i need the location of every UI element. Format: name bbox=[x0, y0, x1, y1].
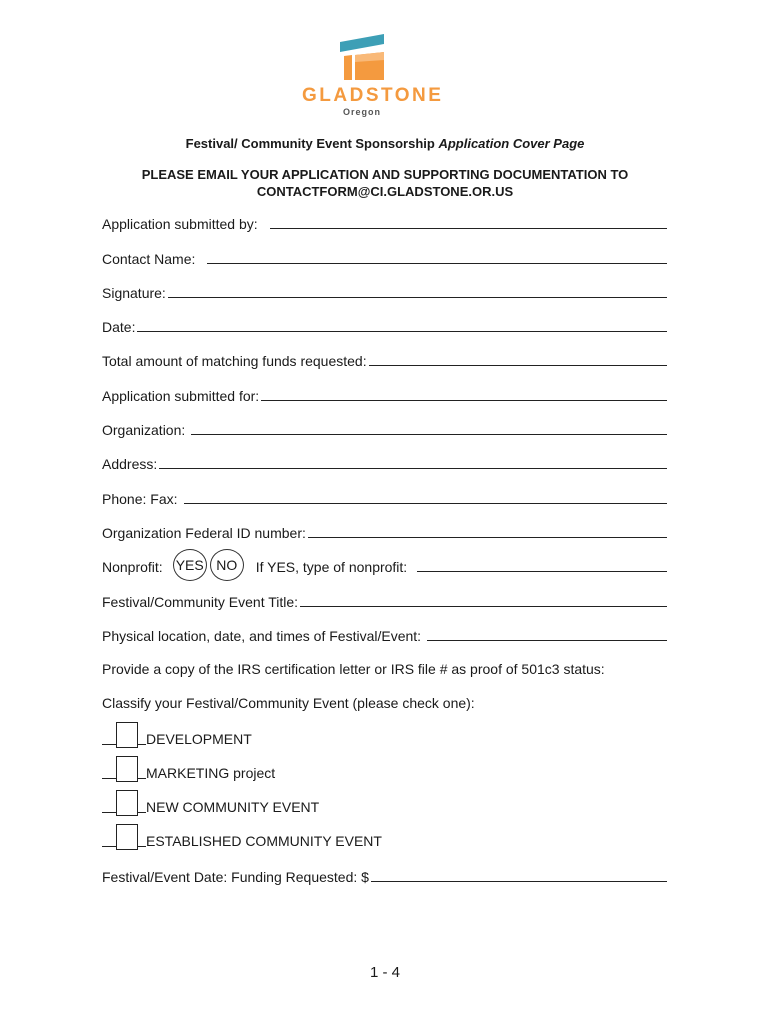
address-input[interactable] bbox=[159, 468, 667, 469]
checkbox[interactable] bbox=[116, 790, 138, 816]
date-input[interactable] bbox=[137, 331, 667, 332]
underline bbox=[102, 812, 116, 813]
phone-fax-input[interactable] bbox=[184, 503, 668, 504]
category-new-event[interactable] bbox=[102, 790, 319, 816]
yes-option[interactable]: YES bbox=[173, 549, 207, 581]
field-event-title bbox=[102, 590, 667, 610]
field-label: Physical location, date, and times of Festival/Event: bbox=[102, 628, 422, 644]
underline bbox=[102, 744, 116, 745]
field-phone-fax bbox=[102, 487, 667, 507]
field-label: Signature: bbox=[102, 285, 166, 301]
submitted-by-input[interactable] bbox=[270, 228, 667, 229]
field-label: Application submitted by: bbox=[102, 216, 258, 232]
field-label: Festival/Community Event Title: bbox=[102, 594, 299, 610]
field-label: Date: bbox=[102, 319, 136, 335]
field-submitted-for bbox=[102, 384, 667, 404]
classify-heading: Classify your Festival/Community Event (please check one): bbox=[102, 695, 475, 711]
underline bbox=[138, 744, 146, 745]
category-label: DEVELOPMENT bbox=[146, 731, 252, 747]
field-federal-id bbox=[102, 521, 667, 541]
event-title-input[interactable] bbox=[300, 606, 667, 607]
field-label: Organization Federal ID number: bbox=[102, 525, 306, 541]
nonprofit-type-input[interactable] bbox=[417, 571, 667, 572]
matching-funds-input[interactable] bbox=[369, 365, 667, 366]
field-location bbox=[102, 624, 667, 644]
irs-note: Provide a copy of the IRS certification letter or IRS file # as proof of 501c3 status: bbox=[102, 661, 605, 677]
contact-name-input[interactable] bbox=[207, 263, 667, 264]
organization-input[interactable] bbox=[191, 434, 667, 435]
logo-wordmark: GLADSTONE bbox=[302, 85, 444, 106]
checkbox[interactable] bbox=[116, 722, 138, 748]
checkbox[interactable] bbox=[116, 824, 138, 850]
field-signature bbox=[102, 281, 667, 301]
nonprofit-type-label: If YES, type of nonprofit: bbox=[255, 559, 408, 575]
category-development[interactable] bbox=[102, 722, 252, 748]
form-title bbox=[0, 136, 770, 151]
category-label: ESTABLISHED COMMUNITY EVENT bbox=[146, 833, 382, 849]
funding-input[interactable] bbox=[371, 881, 667, 882]
field-label: Nonprofit: bbox=[102, 559, 163, 575]
field-matching-funds bbox=[102, 349, 667, 369]
submitted-for-input[interactable] bbox=[261, 400, 667, 401]
gladstone-logo bbox=[302, 34, 444, 120]
field-label: Phone: Fax: bbox=[102, 491, 178, 507]
field-date bbox=[102, 315, 667, 335]
field-nonprofit bbox=[102, 555, 667, 575]
underline bbox=[102, 846, 116, 847]
email-notice bbox=[0, 166, 770, 200]
field-label: Application submitted for: bbox=[102, 388, 260, 404]
category-label: MARKETING project bbox=[146, 765, 276, 781]
logo-mark-icon bbox=[336, 34, 388, 84]
field-submitted-by bbox=[102, 212, 667, 232]
field-address bbox=[102, 452, 667, 472]
title-main: Festival/ Community Event Sponsorship bbox=[185, 136, 439, 151]
field-label: Address: bbox=[102, 456, 158, 472]
notice-line-1: PLEASE EMAIL YOUR APPLICATION AND SUPPORTING DOCUMENTATION TO bbox=[141, 167, 629, 182]
field-funding bbox=[102, 865, 667, 885]
field-organization bbox=[102, 418, 667, 438]
logo-subtitle: Oregon bbox=[342, 107, 381, 117]
underline bbox=[138, 778, 146, 779]
field-label: Contact Name: bbox=[102, 251, 196, 267]
field-label: Total amount of matching funds requested: bbox=[102, 353, 367, 369]
category-established-event[interactable] bbox=[102, 824, 382, 850]
page-number: 1 - 4 bbox=[369, 964, 400, 981]
underline bbox=[102, 778, 116, 779]
field-label: Festival/Event Date: Funding Requested: $ bbox=[102, 869, 369, 885]
field-label: Organization: bbox=[102, 422, 186, 438]
field-contact-name bbox=[102, 247, 667, 267]
category-label: NEW COMMUNITY EVENT bbox=[146, 799, 320, 815]
federal-id-input[interactable] bbox=[308, 537, 667, 538]
nonprofit-options bbox=[173, 543, 244, 575]
no-option[interactable]: NO bbox=[210, 549, 244, 581]
checkbox[interactable] bbox=[116, 756, 138, 782]
category-marketing[interactable] bbox=[102, 756, 275, 782]
location-input[interactable] bbox=[427, 640, 667, 641]
signature-input[interactable] bbox=[168, 297, 667, 298]
underline bbox=[138, 846, 146, 847]
underline bbox=[138, 812, 146, 813]
title-italic: Application Cover Page bbox=[438, 136, 585, 151]
notice-email[interactable]: CONTACTFORM@CI.GLADSTONE.OR.US bbox=[256, 184, 514, 199]
